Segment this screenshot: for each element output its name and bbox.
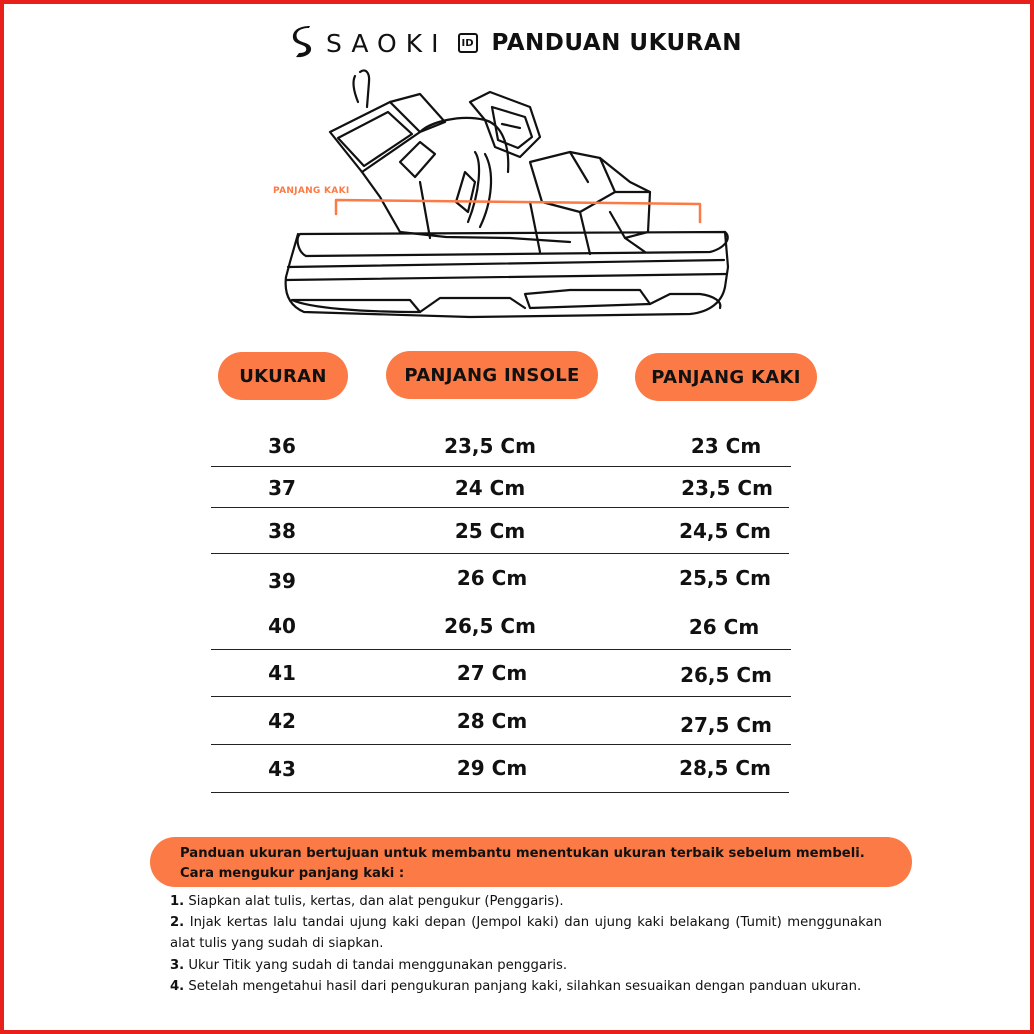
step-text: Injak kertas lalu tandai ujung kaki depan (Jempol kaki) dan ujung kaki belakang (Tumit) menggunakan alat tulis yang sudah di siapkan. — [170, 915, 882, 951]
table-cell: 25 Cm — [454, 519, 526, 543]
table-cell: 37 — [268, 476, 296, 500]
row-divider — [211, 649, 791, 650]
guide-step — [170, 955, 882, 976]
table-cell: 36 — [268, 434, 296, 458]
row-divider — [211, 744, 791, 745]
table-cell: 24,5 Cm — [679, 519, 771, 543]
row-divider — [211, 792, 789, 793]
step-text: Setelah mengetahui hasil dari pengukuran panjang kaki, silahkan sesuaikan dengan panduan ukuran. — [188, 979, 862, 994]
guide-intro: Panduan ukuran bertujuan untuk membantu menentukan ukuran terbaik sebelum membeli. — [180, 846, 865, 861]
table-cell: 23,5 Cm — [444, 434, 536, 458]
step-number: 3. — [170, 958, 185, 973]
table-cell: 43 — [268, 757, 296, 781]
header-panjang-kaki: PANJANG KAKI — [635, 353, 817, 401]
table-cell: 41 — [268, 661, 296, 685]
table-cell: 42 — [268, 709, 296, 733]
step-number: 4. — [170, 979, 185, 994]
table-cell: 25,5 Cm — [679, 566, 771, 590]
brand-logo-icon — [292, 26, 316, 60]
brand-badge: ID — [458, 33, 478, 53]
guide-step — [170, 976, 882, 997]
sandal-illustration — [270, 62, 740, 332]
table-cell: 38 — [268, 519, 296, 543]
header-ukuran: UKURAN — [218, 352, 348, 400]
row-divider — [211, 696, 791, 697]
row-divider — [211, 507, 789, 508]
table-cell: 24 Cm — [454, 476, 526, 500]
table-cell: 23 Cm — [690, 434, 762, 458]
table-cell: 29 Cm — [456, 756, 528, 780]
table-cell: 28 Cm — [456, 709, 528, 733]
table-cell: 23,5 Cm — [681, 476, 773, 500]
header-panjang-insole: PANJANG INSOLE — [386, 351, 598, 399]
guide-how-to: Cara mengukur panjang kaki : — [180, 866, 405, 881]
step-text: Siapkan alat tulis, kertas, dan alat pengukur (Penggaris). — [188, 894, 564, 909]
table-cell: 26,5 Cm — [444, 614, 536, 638]
measure-label: PANJANG KAKI — [273, 186, 350, 196]
row-divider — [211, 466, 791, 467]
table-cell: 28,5 Cm — [679, 756, 771, 780]
guide-step — [170, 912, 882, 954]
step-text: Ukur Titik yang sudah di tandai menggunakan penggaris. — [188, 958, 568, 973]
row-divider — [211, 553, 789, 554]
table-cell: 39 — [268, 569, 296, 593]
step-number: 2. — [170, 915, 185, 930]
table-cell: 27 Cm — [456, 661, 528, 685]
table-cell: 26 Cm — [688, 615, 760, 639]
step-number: 1. — [170, 894, 185, 909]
page-title: PANDUAN UKURAN — [491, 30, 742, 56]
brand-name: SAOKI — [326, 28, 448, 58]
header — [0, 26, 1034, 60]
table-cell: 26,5 Cm — [680, 663, 772, 687]
table-cell: 26 Cm — [456, 566, 528, 590]
guide-step — [170, 891, 882, 912]
table-cell: 40 — [268, 614, 296, 638]
table-cell: 27,5 Cm — [680, 713, 772, 737]
